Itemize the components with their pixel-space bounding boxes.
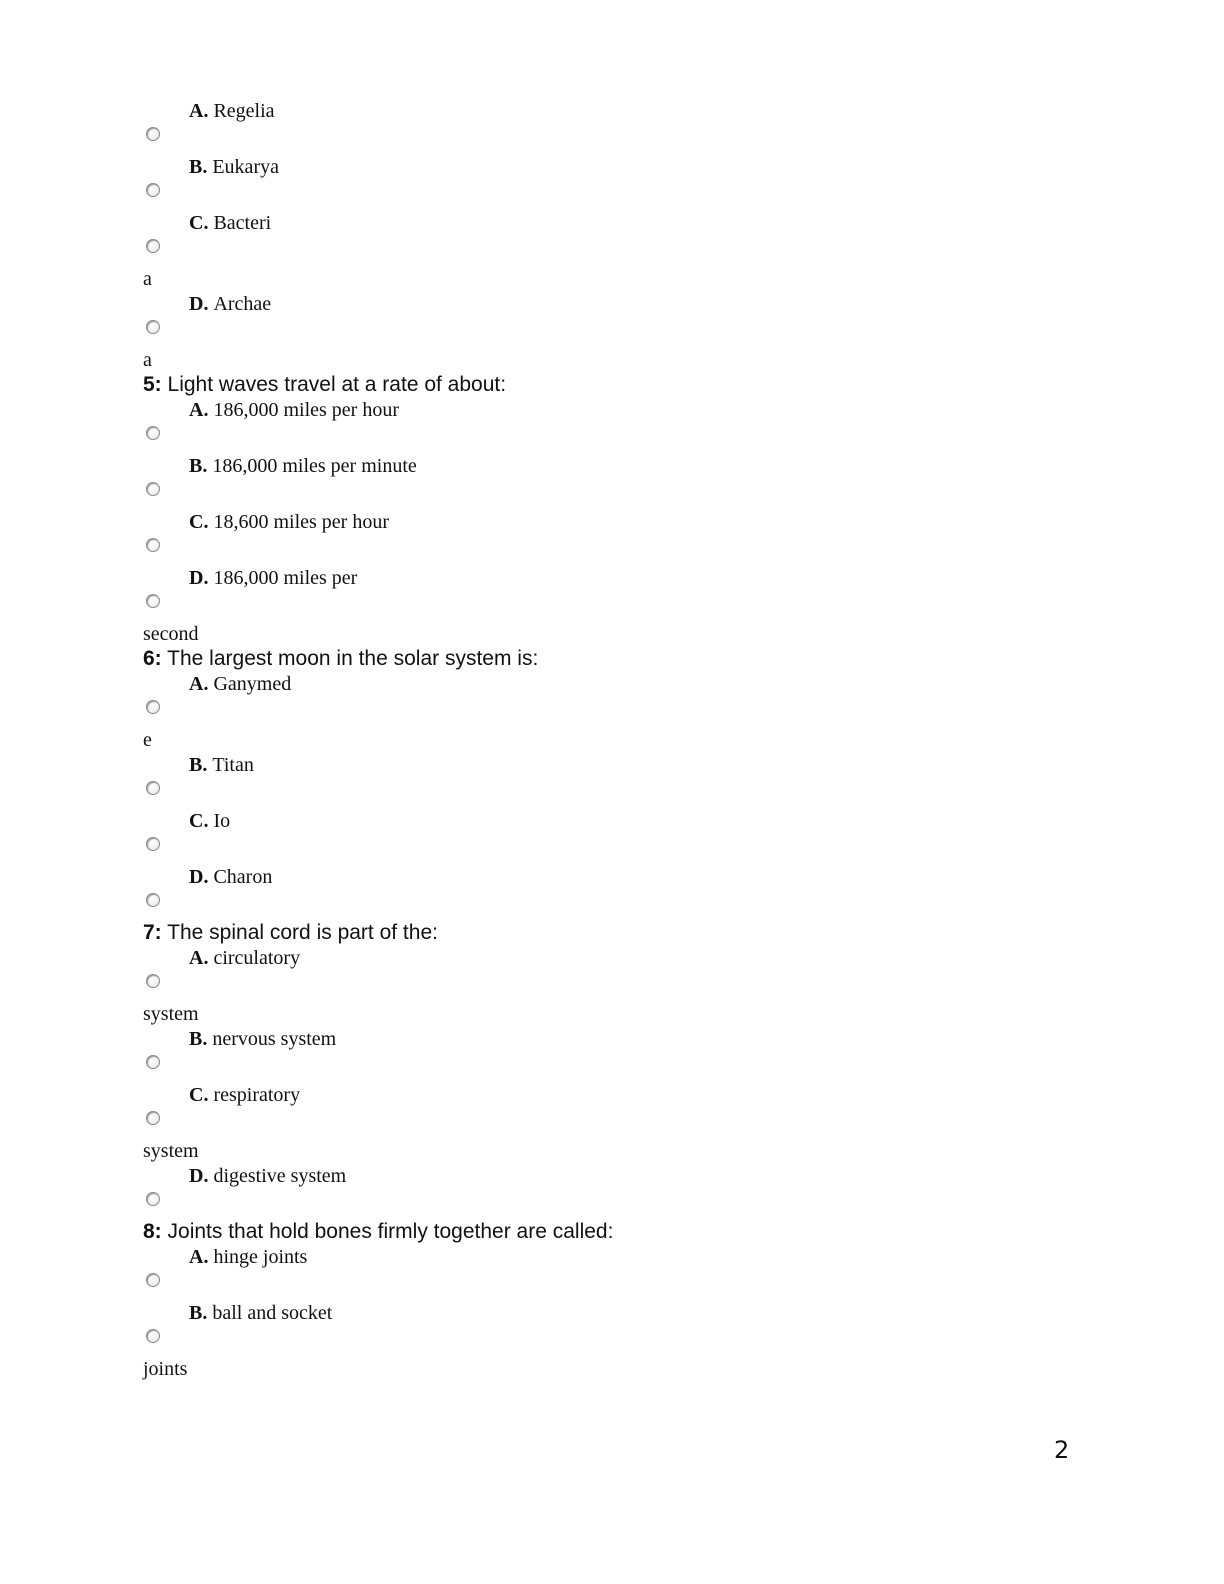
option-label: C. 18,600 miles per hour <box>189 511 389 533</box>
radio-button[interactable] <box>146 538 160 552</box>
option-label: A. circulatory <box>189 947 301 969</box>
page-number: 2 <box>1054 1436 1070 1464</box>
option-text-wrap: a <box>143 268 152 290</box>
option-label: C. Bacteri <box>189 212 272 234</box>
question-text: 8: Joints that hold bones firmly together are called: <box>143 1220 614 1243</box>
radio-button[interactable] <box>146 781 160 795</box>
option-label: B. Titan <box>189 754 254 776</box>
radio-button[interactable] <box>146 127 160 141</box>
option-text-wrap: second <box>143 623 199 645</box>
radio-button[interactable] <box>146 320 160 334</box>
option-label: B. Eukarya <box>189 156 279 178</box>
radio-button[interactable] <box>146 974 160 988</box>
radio-button[interactable] <box>146 1329 160 1343</box>
radio-button[interactable] <box>146 1055 160 1069</box>
option-label: A. 186,000 miles per hour <box>189 399 399 421</box>
option-label: B. 186,000 miles per minute <box>189 455 417 477</box>
option-text-wrap: e <box>143 729 152 751</box>
option-label: D. 186,000 miles per <box>189 567 358 589</box>
option-label: A. hinge joints <box>189 1246 308 1268</box>
radio-button[interactable] <box>146 1111 160 1125</box>
option-label: C. Io <box>189 810 231 832</box>
radio-button[interactable] <box>146 426 160 440</box>
option-label: B. ball and socket <box>189 1302 333 1324</box>
option-label: C. respiratory <box>189 1084 301 1106</box>
option-label: A. Regelia <box>189 100 275 122</box>
option-text-wrap: a <box>143 349 152 371</box>
option-label: A. Ganymed <box>189 673 292 695</box>
question-text: 6: The largest moon in the solar system is: <box>143 647 539 670</box>
option-text-wrap: system <box>143 1003 199 1025</box>
question-text: 5: Light waves travel at a rate of about: <box>143 373 507 396</box>
radio-button[interactable] <box>146 183 160 197</box>
radio-button[interactable] <box>146 700 160 714</box>
radio-button[interactable] <box>146 1192 160 1206</box>
radio-button[interactable] <box>146 594 160 608</box>
option-label: D. Charon <box>189 866 273 888</box>
option-label: D. digestive system <box>189 1165 347 1187</box>
radio-button[interactable] <box>146 482 160 496</box>
option-label: D. Archae <box>189 293 272 315</box>
question-number: 5: <box>143 373 162 396</box>
radio-button[interactable] <box>146 893 160 907</box>
radio-button[interactable] <box>146 837 160 851</box>
option-text-wrap: system <box>143 1140 199 1162</box>
option-label: B. nervous system <box>189 1028 337 1050</box>
radio-button[interactable] <box>146 239 160 253</box>
radio-button[interactable] <box>146 1273 160 1287</box>
question-number: 7: <box>143 921 162 944</box>
question-number: 6: <box>143 647 162 670</box>
option-text-wrap: joints <box>143 1358 188 1380</box>
question-number: 8: <box>143 1220 162 1243</box>
question-text: 7: The spinal cord is part of the: <box>143 921 438 944</box>
